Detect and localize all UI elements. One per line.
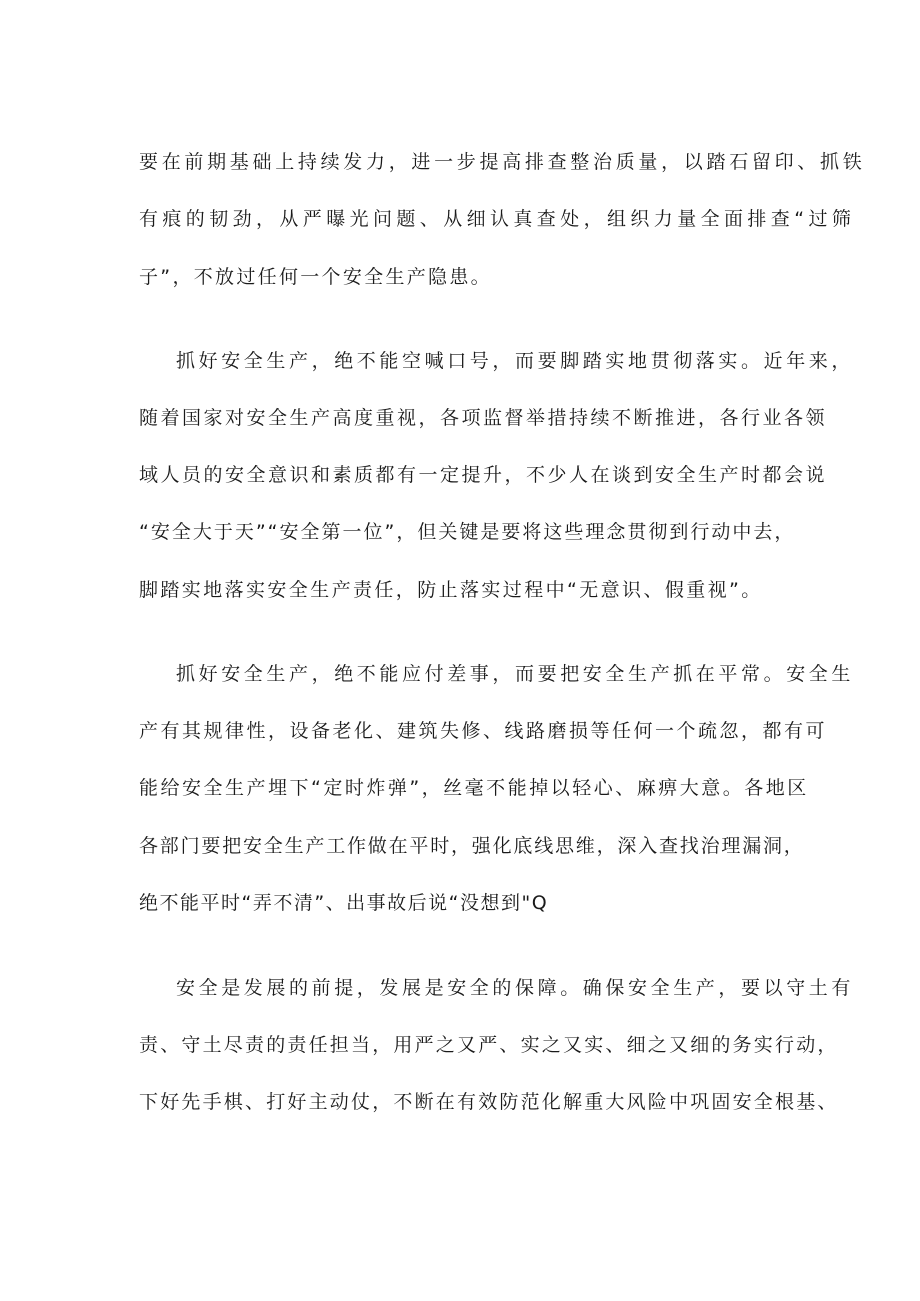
text-line: 能给安全生产埋下“定时炸弹”，丝毫不能掉以轻心、麻痹大意。各地区 — [139, 777, 809, 799]
text-line: 抓好安全生产，绝不能应付差事，而要把安全生产抓在平常。安全生 — [176, 663, 855, 685]
text-line: 域人员的安全意识和素质都有一定提升，不少人在谈到安全生产时都会说 — [139, 464, 828, 486]
text-line: 安全是发展的前提，发展是安全的保障。确保安全生产，要以守土有 — [176, 977, 855, 999]
text-line: 绝不能平时“弄不清”、出事故后说“没想到"Q — [139, 892, 549, 914]
text-line: “安全大于天”“安全第一位”，但关键是要将这些理念贯彻到行动中去， — [139, 521, 796, 543]
text-line: 子”，不放过任何一个安全生产隐患。 — [139, 266, 492, 288]
text-line: 抓好安全生产，绝不能空喊口号，而要脚踏实地贯彻落实。近年来， — [176, 350, 855, 372]
text-line: 下好先手棋、打好主动仗，不断在有效防范化解重大风险中巩固安全根基、 — [139, 1091, 839, 1113]
text-line: 有痕的韧劲，从严曝光问题、从细认真查处，组织力量全面排查“过筛 — [139, 208, 856, 230]
text-line: 责、守土尽责的责任担当，用严之又严、实之又实、细之又细的务实行动， — [139, 1034, 839, 1056]
text-line: 产有其规律性，设备老化、建筑失修、线路磨损等任何一个疏忽，都有可 — [139, 720, 828, 742]
text-line: 各部门要把安全生产工作做在平时，强化底线思维，深入查找治理漏洞， — [139, 835, 805, 857]
text-line: 脚踏实地落实安全生产责任，防止落实过程中“无意识、假重视”。 — [139, 579, 763, 601]
text-line: 随着国家对安全生产高度重视，各项监督举措持续不断推进，各行业各领 — [139, 407, 828, 429]
text-line: 要在前期基础上持续发力，进一步提高排查整治质量，以踏石留印、抓铁 — [139, 151, 866, 173]
